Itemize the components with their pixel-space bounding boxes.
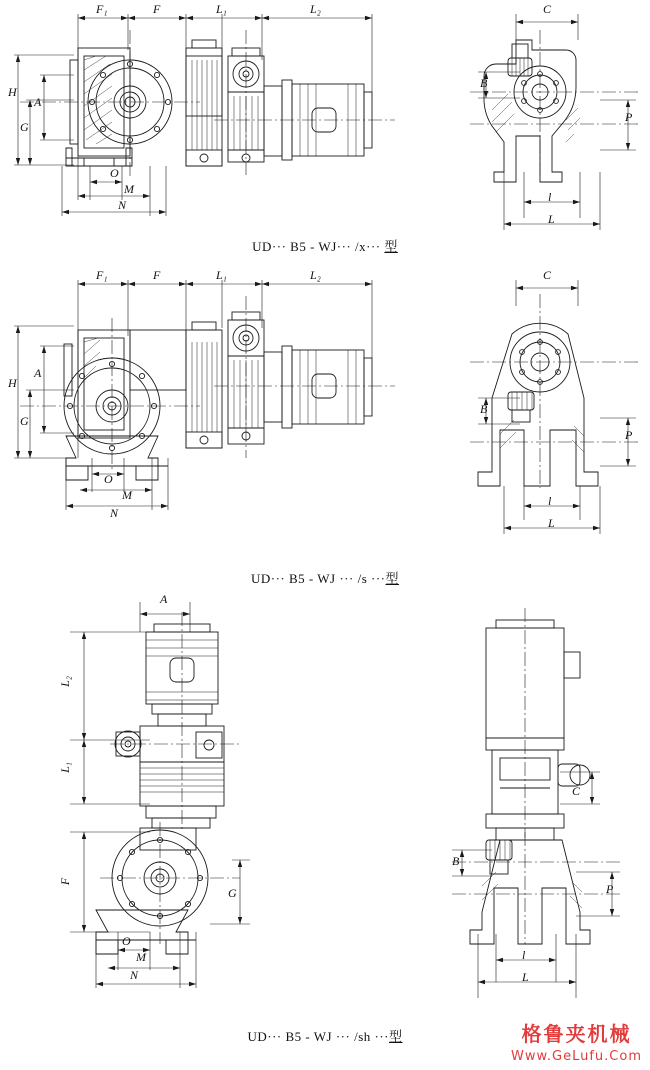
dim-l: l xyxy=(548,190,552,204)
dim-F1: F₁ xyxy=(96,2,108,16)
dim-L: L xyxy=(548,212,555,226)
dim-A: A xyxy=(34,95,42,109)
dim-F: F xyxy=(153,268,161,282)
dim-M: M xyxy=(122,488,132,502)
dim-L1: L₁ xyxy=(216,268,227,282)
dim-A: A xyxy=(160,592,168,606)
dim-N: N xyxy=(110,506,119,520)
dim-L1: L₁ xyxy=(216,2,227,16)
dim-O: O xyxy=(122,934,131,948)
caption-row3-text: UD··· B5 - WJ ··· /sh ··· xyxy=(247,1029,389,1044)
dim-P: P xyxy=(625,110,633,124)
caption-row3-suffix: 型 xyxy=(389,1029,403,1044)
dim-L2: L₂ xyxy=(310,2,321,16)
dim-labels-row3 xyxy=(0,592,650,1032)
dim-F1: F₁ xyxy=(96,268,108,282)
dim-L: L xyxy=(548,516,555,530)
dim-labels-row1 xyxy=(0,0,650,250)
caption-row2-text: UD··· B5 - WJ ··· /s ··· xyxy=(250,571,386,586)
dim-l: l xyxy=(548,494,552,508)
dim-M: M xyxy=(136,950,146,964)
watermark-line2: Www.GeLufu.Com xyxy=(510,1049,642,1064)
dim-A: A xyxy=(34,366,42,380)
dim-N: N xyxy=(130,968,139,982)
dim-F: F xyxy=(153,2,161,16)
caption-row2 xyxy=(0,568,650,587)
watermark-line1: 格鲁夹机械 xyxy=(521,1022,632,1046)
dim-O: O xyxy=(104,472,113,486)
dim-P: P xyxy=(625,428,633,442)
dim-G: G xyxy=(228,886,237,900)
dim-G: G xyxy=(20,414,29,428)
dim-H: H xyxy=(8,376,17,390)
dim-L2: L₂ xyxy=(57,676,72,687)
dim-L: L xyxy=(522,970,529,984)
watermark xyxy=(511,1018,642,1064)
dim-C: C xyxy=(572,784,581,798)
dim-l: l xyxy=(522,948,526,962)
dim-B: B xyxy=(480,402,488,416)
caption-row2-suffix: 型 xyxy=(385,571,400,586)
dim-H: H xyxy=(8,85,17,99)
dim-M: M xyxy=(124,182,134,196)
dim-G: G xyxy=(20,120,29,134)
dim-L2: L₂ xyxy=(310,268,321,282)
dim-L1: L₁ xyxy=(57,762,72,773)
dim-N: N xyxy=(118,198,127,212)
dim-P: P xyxy=(606,882,614,896)
dim-O: O xyxy=(110,166,119,180)
dim-F: F xyxy=(58,877,73,886)
dim-B: B xyxy=(480,76,488,90)
caption-row1-text: UD··· B5 - WJ··· /x··· xyxy=(252,239,385,254)
dim-C: C xyxy=(543,2,552,16)
dim-labels-row2 xyxy=(0,258,650,548)
dim-C: C xyxy=(543,268,552,282)
dim-B: B xyxy=(452,854,460,868)
caption-row1-suffix: 型 xyxy=(384,239,398,254)
